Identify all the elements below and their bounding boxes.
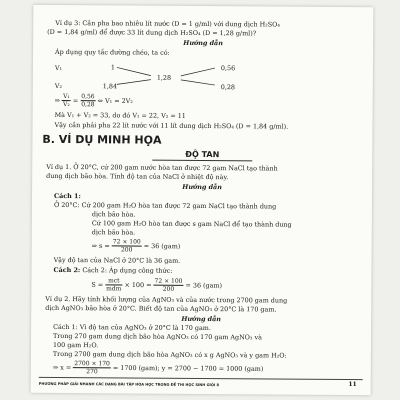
example2-line2: dịch AgNO₃ bão hòa ở 20°C. Biết độ tan của AgNO₃ ở 20°C là 170 gam.	[45, 303, 277, 314]
diagram-value-028: 0,28	[220, 83, 236, 92]
diag-line-4	[181, 80, 215, 85]
way3-line3: 100 gam H₂O.	[52, 340, 99, 350]
conclusion-line: Vậy cần phải pha 22 lít nước với 11 lít dung dịch H₂SO₄ (D = 1,84 g/ml).	[54, 120, 289, 131]
subsection-title: ĐỘ TAN	[185, 149, 220, 160]
way3-line2: Trong 270 gam dung dịch bão hòa AgNO₃ có 170 gam AgNO₃ và	[53, 331, 262, 342]
diag-line-2	[117, 79, 151, 84]
ratio-equation: ⇒ $\frac{\text{V₁}}{\text{V₂}}$ = $\frac{0,56}{0,28}$ ⇔ V₁ = 2V₂	[54, 93, 133, 109]
way1-line1: Ở 20°C: Cứ 200 gam H₂O hòa tan được 72 gam NaCl tạo thành dung	[53, 200, 277, 211]
guide-heading-3: Hướng dẫn	[181, 314, 221, 324]
way1-line4: dịch bão hòa.	[91, 228, 136, 237]
diagram-value-184: 1,84	[102, 82, 118, 91]
footer-text: PHƯƠNG PHÁP GIẢI NHANH CÁC DẠNG BÀI TẬP HÓA HỌC TRONG ĐỀ THI HỌC SINH GIỎI 8	[38, 381, 220, 388]
way3-line1: Cách 1: Vì độ tan của AgNO₃ ở 20°C là 170 gam.	[53, 322, 211, 333]
way3-line4: Trong 2700 gam dung dịch bão hòa AgNO₃ có x g AgNO₃ và y gam H₂O:	[52, 349, 287, 360]
way1-conclusion: Vậy độ tan của NaCl ở 20°C là 36 gam.	[53, 255, 181, 265]
diag-line-1	[117, 67, 151, 75]
section-title: B. VÍ DỤ MINH HỌA	[42, 132, 162, 147]
diagram-value-056: 0,56	[220, 64, 236, 73]
example1-line1: Ví dụ 1. Ở 20°C, cứ 200 gam nước hòa tan được 72 gam NaCl tạo thành	[46, 162, 278, 173]
guide-heading-1: Hướng dẫn	[183, 38, 223, 48]
page-number: 11	[348, 381, 357, 389]
diagram-value-128: 1,28	[156, 73, 172, 82]
guide-heading-2: Hướng dẫn	[182, 182, 222, 192]
diagram-v1: V₁	[54, 63, 63, 73]
diag-line-3	[181, 68, 215, 76]
way3-equation: ⇒ x = $\frac{2700 \times 170}{270}$ = 1700 (gam); y = 2700 − 1700 = 1000 (gam)	[52, 360, 264, 376]
result-line: Mà V₁ + V₂ = 33, do đó V₁ = 22, V₂ = 11	[54, 110, 186, 120]
diagram-v2: V₂	[54, 81, 63, 91]
example1-line2: dung dịch bão hòa. Tính độ tan của NaCl ở nhiệt độ này.	[46, 171, 229, 182]
example3-line2: (D = 1,84 g/ml) để được 33 lít dung dịch H₂SO₄ (D = 1,28 g/ml)?	[47, 27, 257, 38]
way2-label: Cách 2: Cách 2: Áp dụng công thức:	[53, 265, 173, 275]
diagram-value-1: 1	[110, 63, 116, 72]
way1-equation: ⇒ s = $\frac{72 \times 100}{200}$ = 36 (gam)	[91, 238, 181, 254]
example3-line1: Ví dụ 3: Cần pha bao nhiêu lít nước (D = 1 g/ml) với dung dịch H₂SO₄	[55, 18, 280, 29]
example2-line1: Ví dụ 2. Hãy tính khối lượng của AgNO₃ và của nước trong 2700 gam dung	[45, 294, 288, 305]
way1-line3: Cứ 100 gam H₂O hòa tan được s gam NaCl để tạo thành dung	[91, 219, 292, 229]
apply-rule-text: Áp dụng quy tắc đường chéo, ta có:	[55, 47, 170, 57]
way2-equation: S = $\frac{\text{mct}}{\text{mdm}}$ × 100 = $\frac{72 \times 100}{200}$ = 36 (gam)	[91, 277, 223, 293]
way1-line2: dịch bão hòa.	[91, 210, 136, 219]
way1-label: Cách 1:	[53, 191, 81, 201]
document-page	[31, 5, 374, 395]
